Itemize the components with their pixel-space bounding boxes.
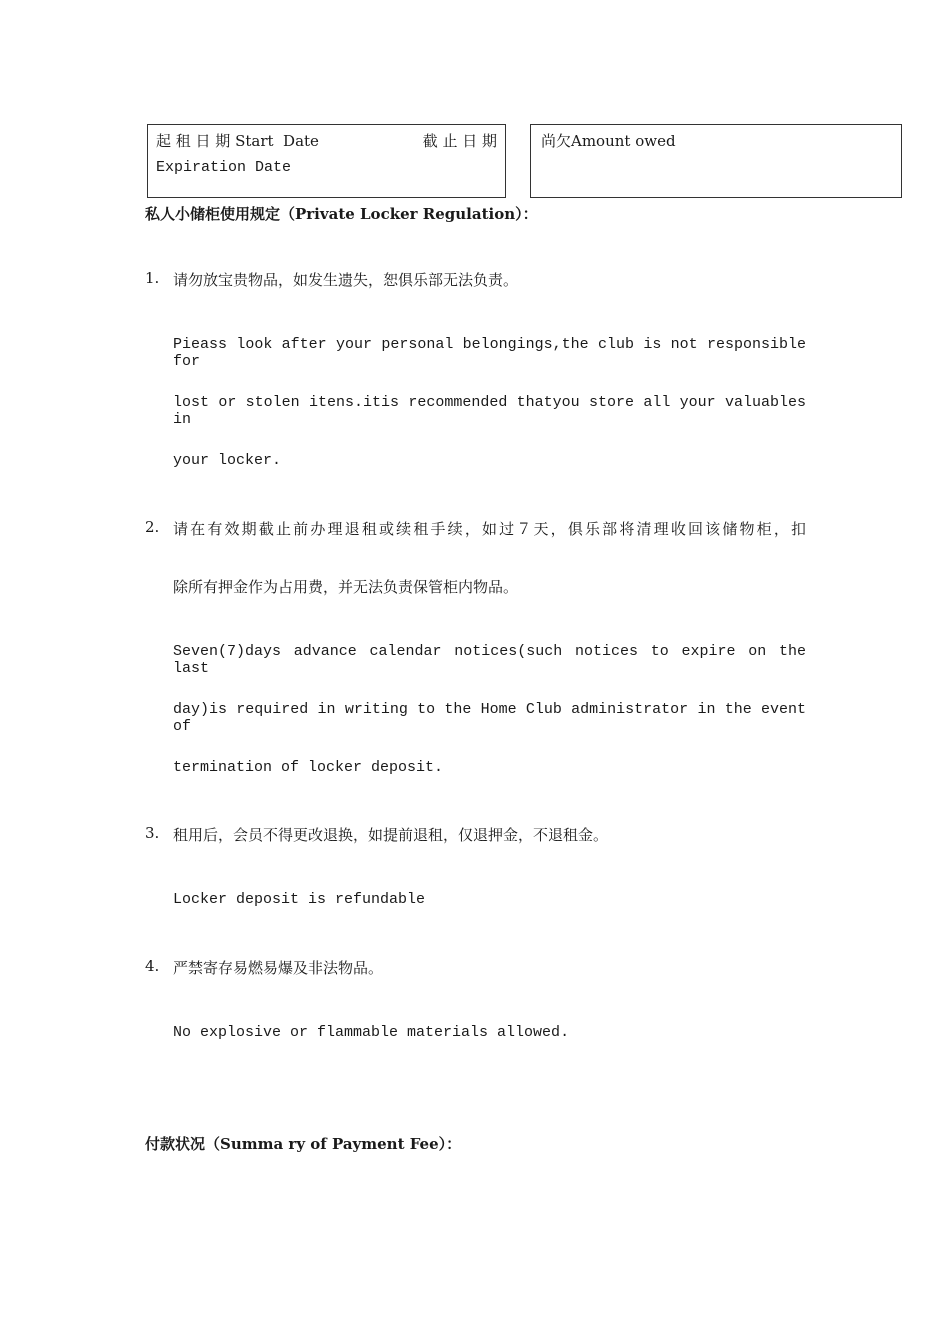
expiration-date-label-cn: 截 止 日 期: [422, 132, 497, 150]
rule-1-en-line-1: Pieass look after your personal belongings,the club is not responsible for: [173, 336, 806, 370]
regulation-heading: 私人小储柜使用规定（Private Locker Regulation）：: [145, 205, 538, 223]
amount-owed-label: 尚欠Amount owed: [541, 132, 676, 150]
rule-2-cn-line-2: 除所有押金作为占用费，并无法负责保管柜内物品。: [173, 578, 519, 596]
rule-2-en-line-1: Seven(7)days advance calendar notices(such notices to expire on the last: [173, 643, 806, 677]
expiration-date-label-en: Expiration Date: [156, 159, 292, 176]
amount-owed-box: [530, 124, 902, 198]
rule-2-number: 2.: [145, 518, 160, 536]
start-expiration-date-box: [147, 124, 506, 198]
start-date-label: 起 租 日 期 Start Date: [156, 132, 319, 150]
rule-4-cn: 严禁寄存易燃易爆及非法物品。: [173, 959, 384, 977]
rule-4-en: No explosive or flammable materials allowed.: [173, 1024, 570, 1041]
rule-3-cn: 租用后，会员不得更改退换，如提前退租，仅退押金，不退租金。: [173, 826, 609, 844]
rule-2-en-line-3: termination of locker deposit.: [173, 759, 444, 776]
rule-2-cn-line-1: 请在有效期截止前办理退租或续租手续，如过７天，俱乐部将清理收回该储物柜，扣: [173, 520, 806, 538]
payment-heading: 付款状况（Summa ry of Payment Fee）：: [145, 1135, 462, 1153]
rule-1-number: 1.: [145, 269, 160, 287]
rule-1-en-line-2: lost or stolen itens.itis recommended thatyou store all your valuables in: [173, 394, 806, 428]
rule-1-en-line-3: your locker.: [173, 452, 282, 469]
rule-3-en: Locker deposit is refundable: [173, 891, 426, 908]
rule-1-cn: 请勿放宝贵物品，如发生遗失，恕俱乐部无法负责。: [173, 271, 519, 289]
rule-2-en-line-2: day)is required in writing to the Home Club administrator in the event of: [173, 701, 806, 735]
rule-4-number: 4.: [145, 957, 160, 975]
rule-3-number: 3.: [145, 824, 160, 842]
